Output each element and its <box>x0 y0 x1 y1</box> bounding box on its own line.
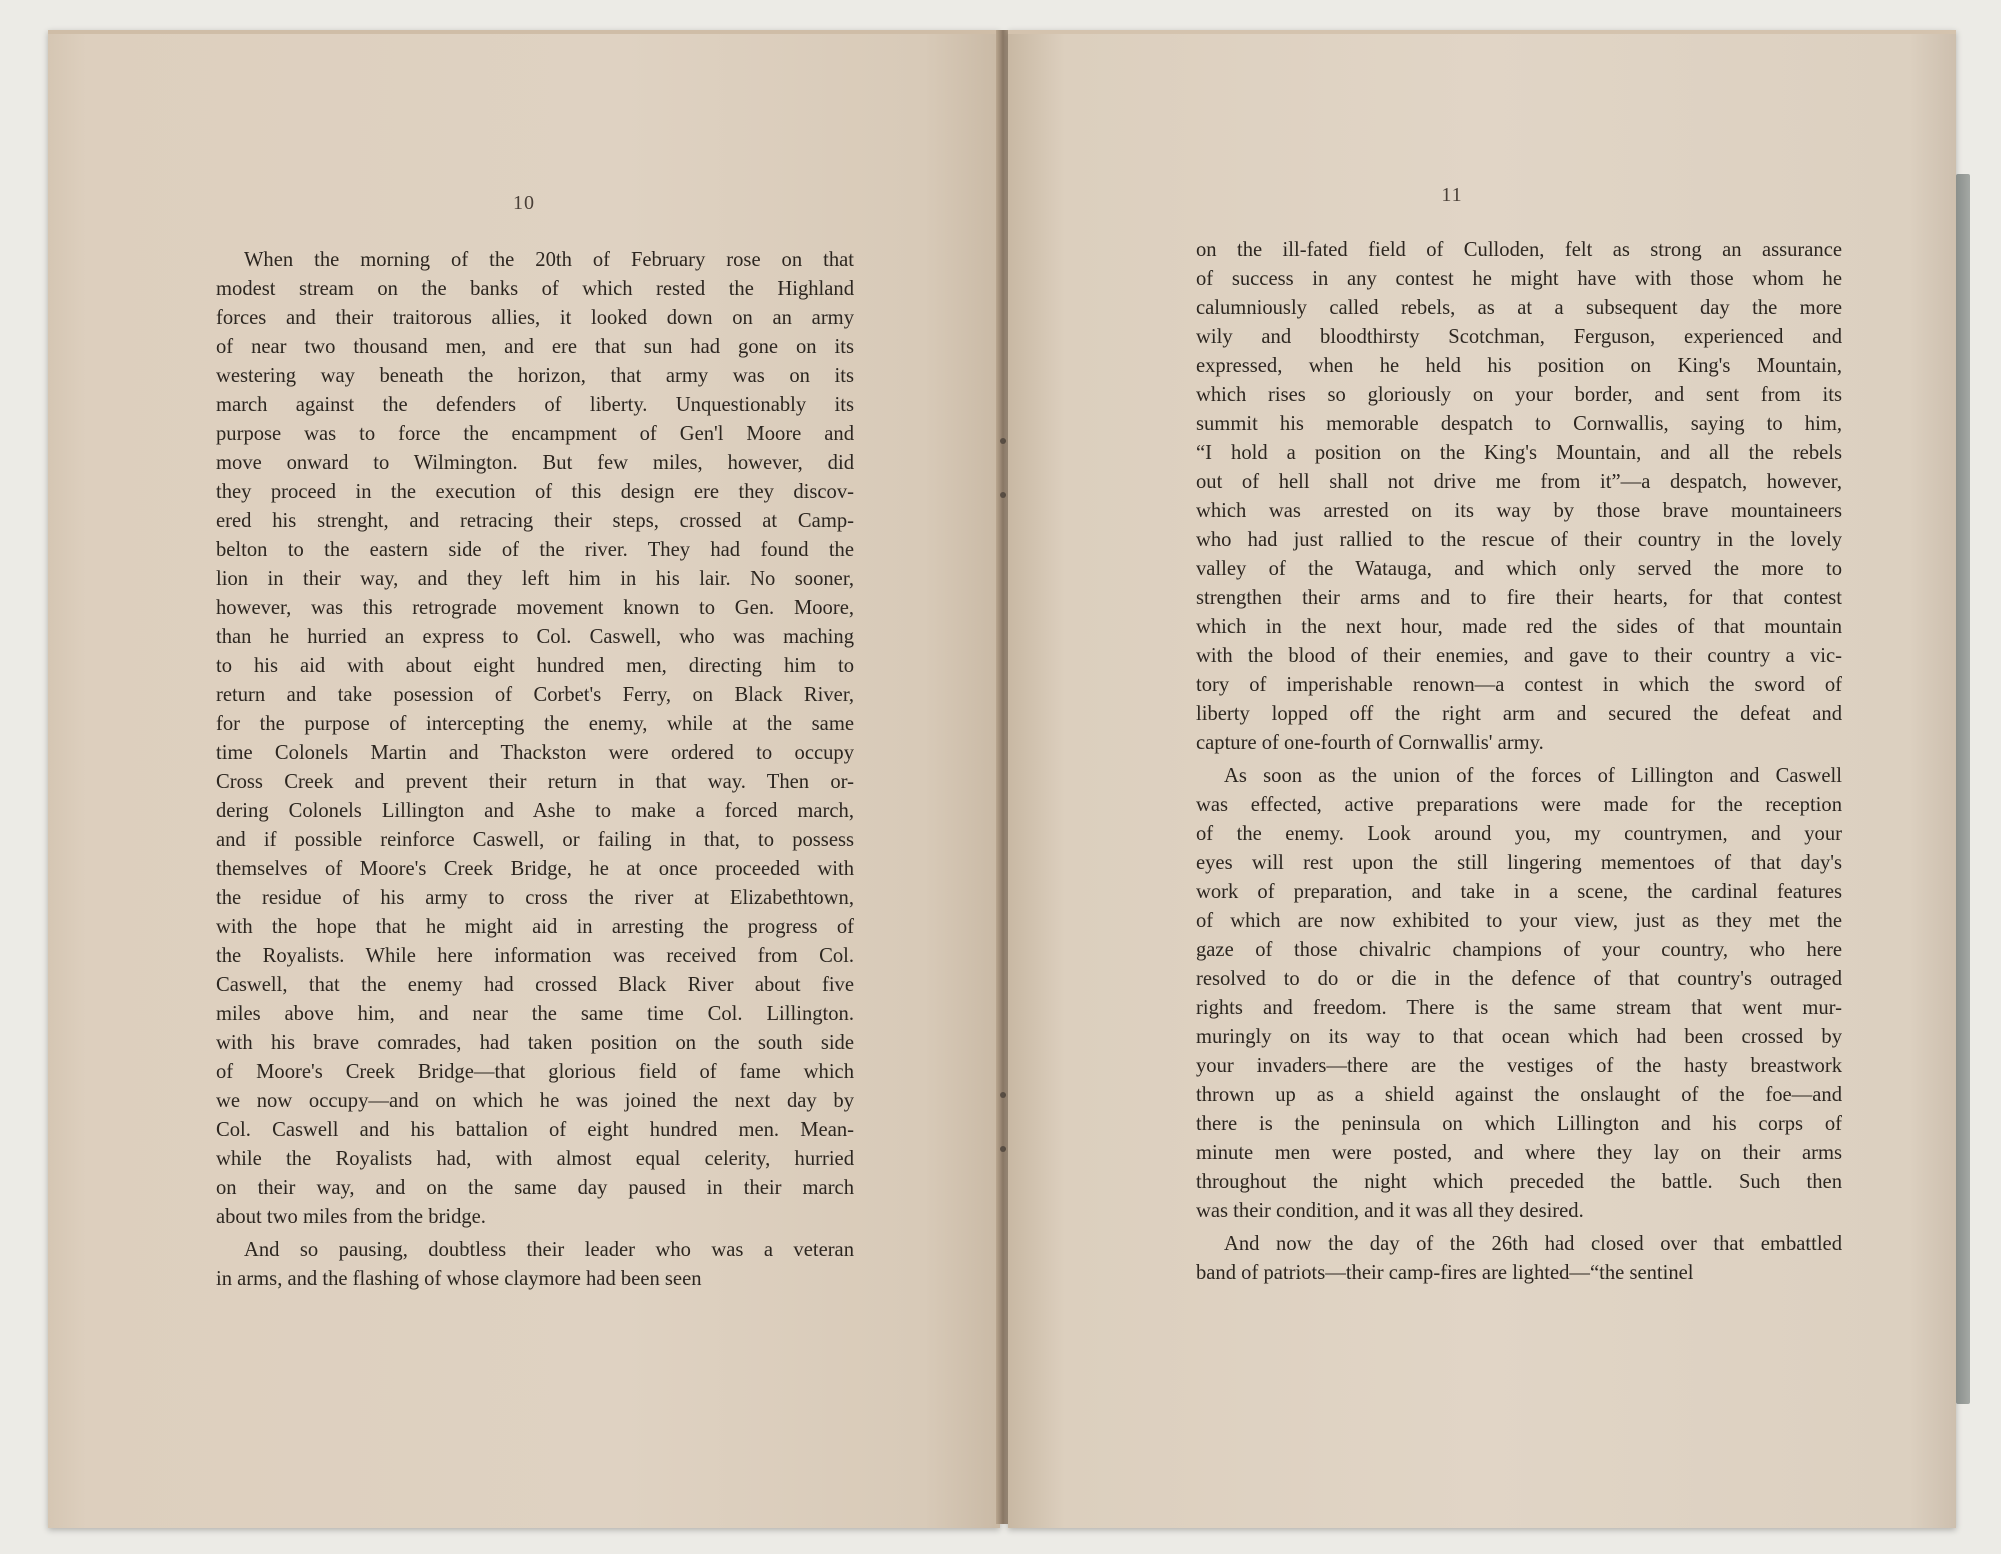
text-line: the Royalists. While here information was received from Col. <box>216 945 854 967</box>
text-line: miles above him, and near the same time Col. Lillington. <box>216 1003 854 1025</box>
text-line: band of patriots—their camp-fires are lighted—“the sentinel <box>1196 1262 1694 1284</box>
page-edge <box>1956 174 1970 1404</box>
text-line: with the blood of their enemies, and gave to their country a vic- <box>1196 645 1842 667</box>
text-line: which in the next hour, made red the sides of that mountain <box>1196 616 1842 638</box>
text-line: ered his strenght, and retracing their steps, crossed at Camp- <box>216 510 854 532</box>
text-line: capture of one-fourth of Cornwallis' army. <box>1196 732 1544 754</box>
text-line: about two miles from the bridge. <box>216 1206 486 1228</box>
text-line: throughout the night which preceded the battle. Such then <box>1196 1171 1842 1193</box>
text-line: gaze of those chivalric champions of your country, who here <box>1196 939 1842 961</box>
text-line: was their condition, and it was all they desired. <box>1196 1200 1584 1222</box>
text-line: to his aid with about eight hundred men, directing him to <box>216 655 854 677</box>
text-line: strengthen their arms and to fire their hearts, for that contest <box>1196 587 1842 609</box>
text-line: move onward to Wilmington. But few miles, however, did <box>216 452 854 474</box>
text-line: on their way, and on the same day paused in their march <box>216 1177 854 1199</box>
text-line: liberty lopped off the right arm and secured the defeat and <box>1196 703 1842 725</box>
text-line: thrown up as a shield against the onslaught of the foe—and <box>1196 1084 1842 1106</box>
text-line: in arms, and the flashing of whose claymore had been seen <box>216 1268 702 1290</box>
text-line: calumniously called rebels, as at a subsequent day the more <box>1196 297 1842 319</box>
page-number: 11 <box>1441 184 1463 206</box>
text-line: for the purpose of intercepting the enemy, while at the same <box>216 713 854 735</box>
text-line: the residue of his army to cross the river at Elizabethtown, <box>216 887 854 909</box>
text-line: which rises so gloriously on your border, and sent from its <box>1196 384 1842 406</box>
binding-stitch <box>1000 1146 1006 1152</box>
text-line: “I hold a position on the King's Mountain, and all the rebels <box>1196 442 1842 464</box>
text-line: modest stream on the banks of which rested the Highland <box>216 278 854 300</box>
right-page <box>1008 30 1956 1528</box>
text-line: belton to the eastern side of the river. They had found the <box>216 539 854 561</box>
text-line: while the Royalists had, with almost equal celerity, hurried <box>216 1148 854 1170</box>
text-line: with his brave comrades, had taken position on the south side <box>216 1032 854 1054</box>
text-line: Cross Creek and prevent their return in that way. Then or- <box>216 771 854 793</box>
text-line: of Moore's Creek Bridge—that glorious field of fame which <box>216 1061 854 1083</box>
text-line: and if possible reinforce Caswell, or failing in that, to possess <box>216 829 854 851</box>
text-line: Caswell, that the enemy had crossed Black River about five <box>216 974 854 996</box>
text-line: And so pausing, doubtless their leader who was a veteran <box>244 1239 854 1261</box>
text-line: we now occupy—and on which he was joined the next day by <box>216 1090 854 1112</box>
page-number: 10 <box>513 192 535 214</box>
text-line: eyes will rest upon the still lingering mementoes of that day's <box>1196 852 1842 874</box>
text-line: return and take posession of Corbet's Ferry, on Black River, <box>216 684 854 706</box>
text-line: march against the defenders of liberty. Unquestionably its <box>216 394 854 416</box>
text-line: westering way beneath the horizon, that army was on its <box>216 365 854 387</box>
text-line: than he hurried an express to Col. Caswell, who was maching <box>216 626 854 648</box>
text-line: on the ill-fated field of Culloden, felt as strong an assurance <box>1196 239 1842 261</box>
text-line: work of preparation, and take in a scene, the cardinal features <box>1196 881 1842 903</box>
text-line: As soon as the union of the forces of Lillington and Caswell <box>1224 765 1842 787</box>
page-text <box>1196 236 1842 1288</box>
text-line: out of hell shall not drive me from it”—a despatch, however, <box>1196 471 1842 493</box>
text-line: valley of the Watauga, and which only served the more to <box>1196 558 1842 580</box>
text-line: of success in any contest he might have with those whom he <box>1196 268 1842 290</box>
text-line: rights and freedom. There is the same stream that went mur- <box>1196 997 1842 1019</box>
text-line: who had just rallied to the rescue of their country in the lovely <box>1196 529 1842 551</box>
page-text <box>216 246 854 1294</box>
text-line: purpose was to force the encampment of Gen'l Moore and <box>216 423 854 445</box>
text-line: your invaders—there are the vestiges of the hasty breastwork <box>1196 1055 1842 1077</box>
text-line: wily and bloodthirsty Scotchman, Ferguson, experienced and <box>1196 326 1842 348</box>
text-line: however, was this retrograde movement known to Gen. Moore, <box>216 597 854 619</box>
text-line: summit his memorable despatch to Cornwallis, saying to him, <box>1196 413 1842 435</box>
text-line: of which are now exhibited to your view, just as they met the <box>1196 910 1842 932</box>
text-line: Col. Caswell and his battalion of eight hundred men. Mean- <box>216 1119 854 1141</box>
binding-stitch <box>1000 438 1006 444</box>
binding-stitch <box>1000 492 1006 498</box>
text-line: they proceed in the execution of this design ere they discov- <box>216 481 854 503</box>
text-line: minute men were posted, and where they lay on their arms <box>1196 1142 1842 1164</box>
text-line: there is the peninsula on which Lillington and his corps of <box>1196 1113 1842 1135</box>
text-line: of the enemy. Look around you, my countrymen, and your <box>1196 823 1842 845</box>
text-line: of near two thousand men, and ere that sun had gone on its <box>216 336 854 358</box>
text-line: themselves of Moore's Creek Bridge, he at once proceeded with <box>216 858 854 880</box>
text-line: forces and their traitorous allies, it looked down on an army <box>216 307 854 329</box>
text-line: which was arrested on its way by those brave mountaineers <box>1196 500 1842 522</box>
text-line: muringly on its way to that ocean which had been crossed by <box>1196 1026 1842 1048</box>
text-line: And now the day of the 26th had closed over that embattled <box>1224 1233 1842 1255</box>
text-line: dering Colonels Lillington and Ashe to make a forced march, <box>216 800 854 822</box>
text-line: tory of imperishable renown—a contest in which the sword of <box>1196 674 1842 696</box>
text-line: When the morning of the 20th of February rose on that <box>244 249 854 271</box>
text-line: resolved to do or die in the defence of that country's outraged <box>1196 968 1842 990</box>
left-page <box>48 30 1000 1528</box>
text-line: expressed, when he held his position on King's Mountain, <box>1196 355 1842 377</box>
text-line: lion in their way, and they left him in his lair. No sooner, <box>216 568 854 590</box>
open-book <box>44 30 1958 1524</box>
text-line: with the hope that he might aid in arresting the progress of <box>216 916 854 938</box>
text-line: was effected, active preparations were made for the reception <box>1196 794 1842 816</box>
binding-stitch <box>1000 1092 1006 1098</box>
text-line: time Colonels Martin and Thackston were ordered to occupy <box>216 742 854 764</box>
